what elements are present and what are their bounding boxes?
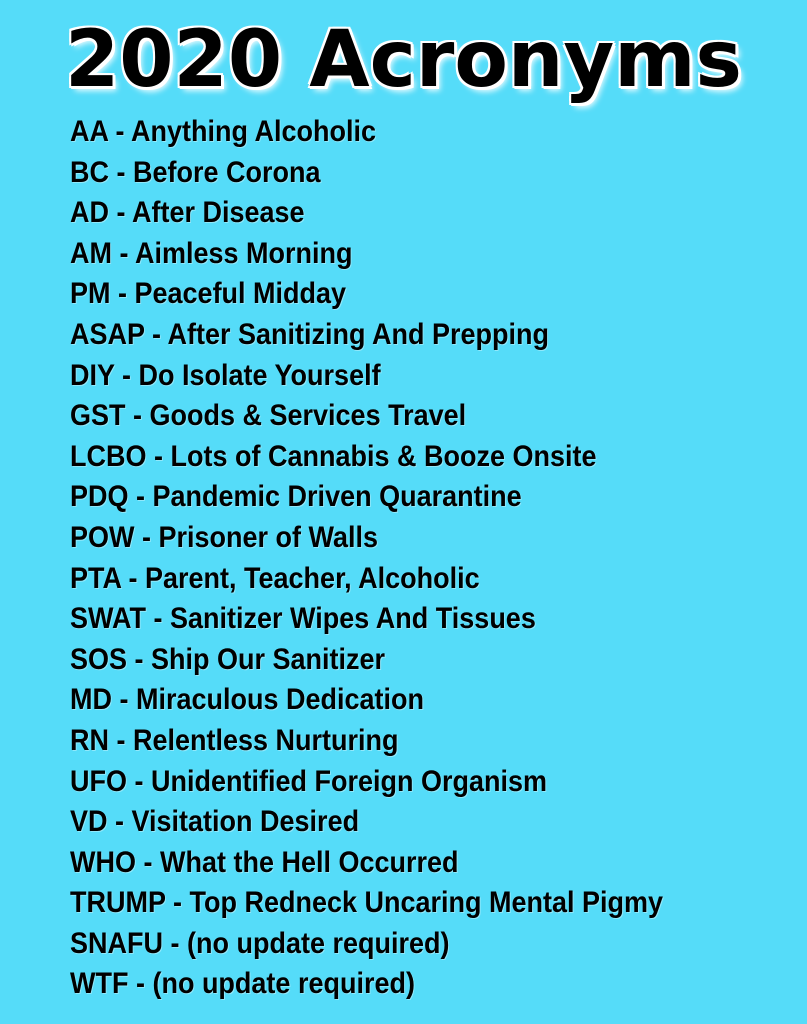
list-item: ASAP - After Sanitizing And Prepping xyxy=(70,317,550,351)
list-item: PDQ - Pandemic Driven Quarantine xyxy=(70,480,522,514)
list-item: SNAFU - (no update required) xyxy=(70,926,450,960)
list-item: PTA - Parent, Teacher, Alcoholic xyxy=(70,561,480,595)
list-item: RN - Relentless Nurturing xyxy=(70,723,399,757)
list-item: WHO - What the Hell Occurred xyxy=(70,845,459,879)
poster-title: 2020 Acronyms xyxy=(65,15,742,105)
list-item: POW - Prisoner of Walls xyxy=(70,520,379,554)
list-item: SOS - Ship Our Sanitizer xyxy=(70,642,386,676)
list-item: SWAT - Sanitizer Wipes And Tissues xyxy=(70,602,536,636)
list-item: AM - Aimless Morning xyxy=(70,236,353,270)
list-item: VD - Visitation Desired xyxy=(70,805,360,839)
list-item: LCBO - Lots of Cannabis & Booze Onsite xyxy=(70,439,597,473)
list-item: AD - After Disease xyxy=(70,196,305,230)
list-item: AA - Anything Alcoholic xyxy=(70,115,376,148)
acronym-list xyxy=(70,112,790,1005)
list-item: PM - Peaceful Midday xyxy=(70,277,347,311)
list-item: BC - Before Corona xyxy=(70,155,321,189)
list-item: UFO - Unidentified Foreign Organism xyxy=(70,764,548,798)
list-item: MD - Miraculous Dedication xyxy=(70,683,425,717)
list-item: DIY - Do Isolate Yourself xyxy=(70,358,381,392)
list-item: TRUMP - Top Redneck Uncaring Mental Pigmy xyxy=(70,886,664,920)
list-item: GST - Goods & Services Travel xyxy=(70,399,467,433)
list-item: WTF - (no update required) xyxy=(70,967,415,1001)
